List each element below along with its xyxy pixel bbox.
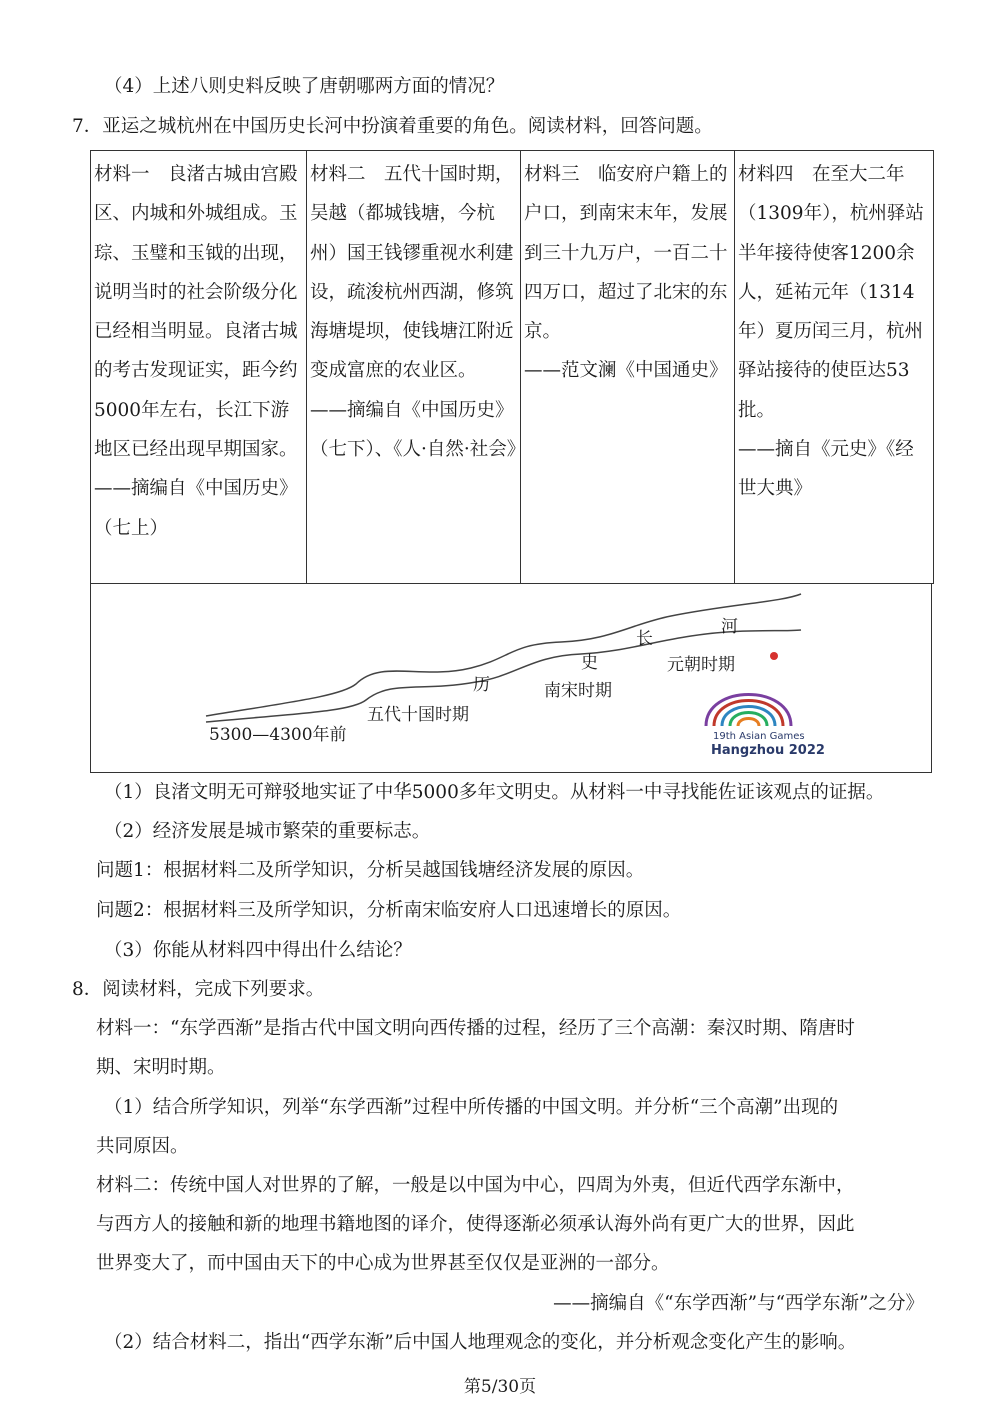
q7-part1: （1）良渚文明无可辩驳地实证了中华5000多年文明史。从材料一中寻找能佐证该观点的证据。: [104, 782, 885, 803]
q8-part1-line2: 共同原因。: [96, 1136, 189, 1157]
asian-games-logo-icon: [706, 695, 791, 727]
material-4-cell: [735, 151, 934, 584]
logo-line-2: Hangzhou 2022: [711, 743, 825, 758]
material-1-text: 材料一 良渚古城由宫殿区、内城和外城组成。玉琮、玉璧和玉钺的出现，说明当时的社会阶级分化已经相当明显。良渚古城的考古发现证实，距今约5000年左右，长江下游地区已经出现早期国家。: [94, 164, 298, 461]
era-five-dynasties: 五代十国时期: [367, 705, 469, 725]
q8-material1-line1: 材料一：“东学西渐”是指古代中国文明向西传播的过程，经历了三个高潮：秦汉时期、隋唐时: [96, 1018, 855, 1039]
material-1-source: ——摘编自《中国历史》（七上）: [94, 478, 298, 539]
river-char-chang: 河: [721, 617, 738, 637]
material-2-text: 材料二 五代十国时期，吴越（都城钱塘，今杭州）国王钱镠重视水利建设，疏浚杭州西湖，修筑海塘堤坝，使钱塘江附近变成富庶的农业区。: [310, 164, 514, 382]
q8-stem: 8．阅读材料，完成下列要求。: [72, 979, 325, 1000]
q7-part2: （2）经济发展是城市繁荣的重要标志。: [104, 821, 431, 842]
material-1-cell: [91, 151, 307, 584]
history-river-illustration: [90, 584, 932, 773]
sun-mark: [770, 652, 778, 660]
material-3-text: 材料三 临安府户籍上的户口，到南宋末年，发展到三十九万户，一百二十四万口，超过了北宋的东京。: [524, 164, 728, 343]
q8-part1-line1: （1）结合所学知识，列举“东学西渐”过程中所传播的中国文明。并分析“三个高潮”出现的: [104, 1097, 839, 1118]
era-southern-song: 南宋时期: [544, 681, 612, 701]
material-2-cell: [307, 151, 526, 584]
river-char-li: 历: [473, 675, 490, 695]
q6-part4: （4）上述八则史料反映了唐朝哪两方面的情况？: [104, 76, 505, 97]
river-char-he: 长: [636, 629, 653, 649]
q7-part2-question1: 问题1：根据材料二及所学知识，分析吴越国钱塘经济发展的原因。: [96, 860, 645, 881]
q8-material1-line2: 期、宋明时期。: [96, 1057, 226, 1078]
q8-part2: （2）结合材料二，指出“西学东渐”后中国人地理观念的变化，并分析观念变化产生的影响。: [104, 1332, 857, 1353]
q7-part3: （3）你能从材料四中得出什么结论？: [104, 940, 412, 961]
q7-part2-question2: 问题2：根据材料三及所学知识，分析南宋临安府人口迅速增长的原因。: [96, 900, 682, 921]
material-2-source: ——摘编自《中国历史》（七下）、《人·自然·社会》: [310, 399, 526, 461]
q8-material2-source: ——摘编自《“东学西渐”与“西学东渐”之分》: [553, 1293, 924, 1314]
page-number: 第5/30页: [463, 1377, 537, 1397]
q8-material2-line2: 与西方人的接触和新的地理书籍地图的译介，使得逐渐必须承认海外尚有更广大的世界，因此: [96, 1214, 855, 1235]
q8-material2-line3: 世界变大了，而中国由天下的中心成为世界甚至仅仅是亚洲的一部分。: [96, 1253, 670, 1274]
material-4-text: 材料四 在至大二年（1309年），杭州驿站半年接待使客1200余人，延祐元年（1314年）夏历闰三月，杭州驿站接待的使臣达53批。: [738, 164, 924, 421]
material-3-cell: [521, 151, 735, 584]
material-3-source: ——范文澜《中国通史》: [524, 360, 728, 382]
material-4-source: ——摘自《元史》《经世大典》: [738, 439, 914, 500]
q7-stem: 7．亚运之城杭州在中国历史长河中扮演着重要的角色。阅读材料，回答问题。: [72, 116, 713, 137]
era-liangzhu: 5300—4300年前: [209, 725, 347, 745]
q8-material2-line1: 材料二：传统中国人对世界的了解，一般是以中国为中心，四周为外夷，但近代西学东渐中，: [96, 1175, 855, 1196]
materials-table: [90, 150, 934, 584]
era-yuan: 元朝时期: [667, 655, 735, 675]
logo-line-1: 19th Asian Games: [713, 731, 805, 742]
river-char-shi: 史: [581, 653, 598, 673]
